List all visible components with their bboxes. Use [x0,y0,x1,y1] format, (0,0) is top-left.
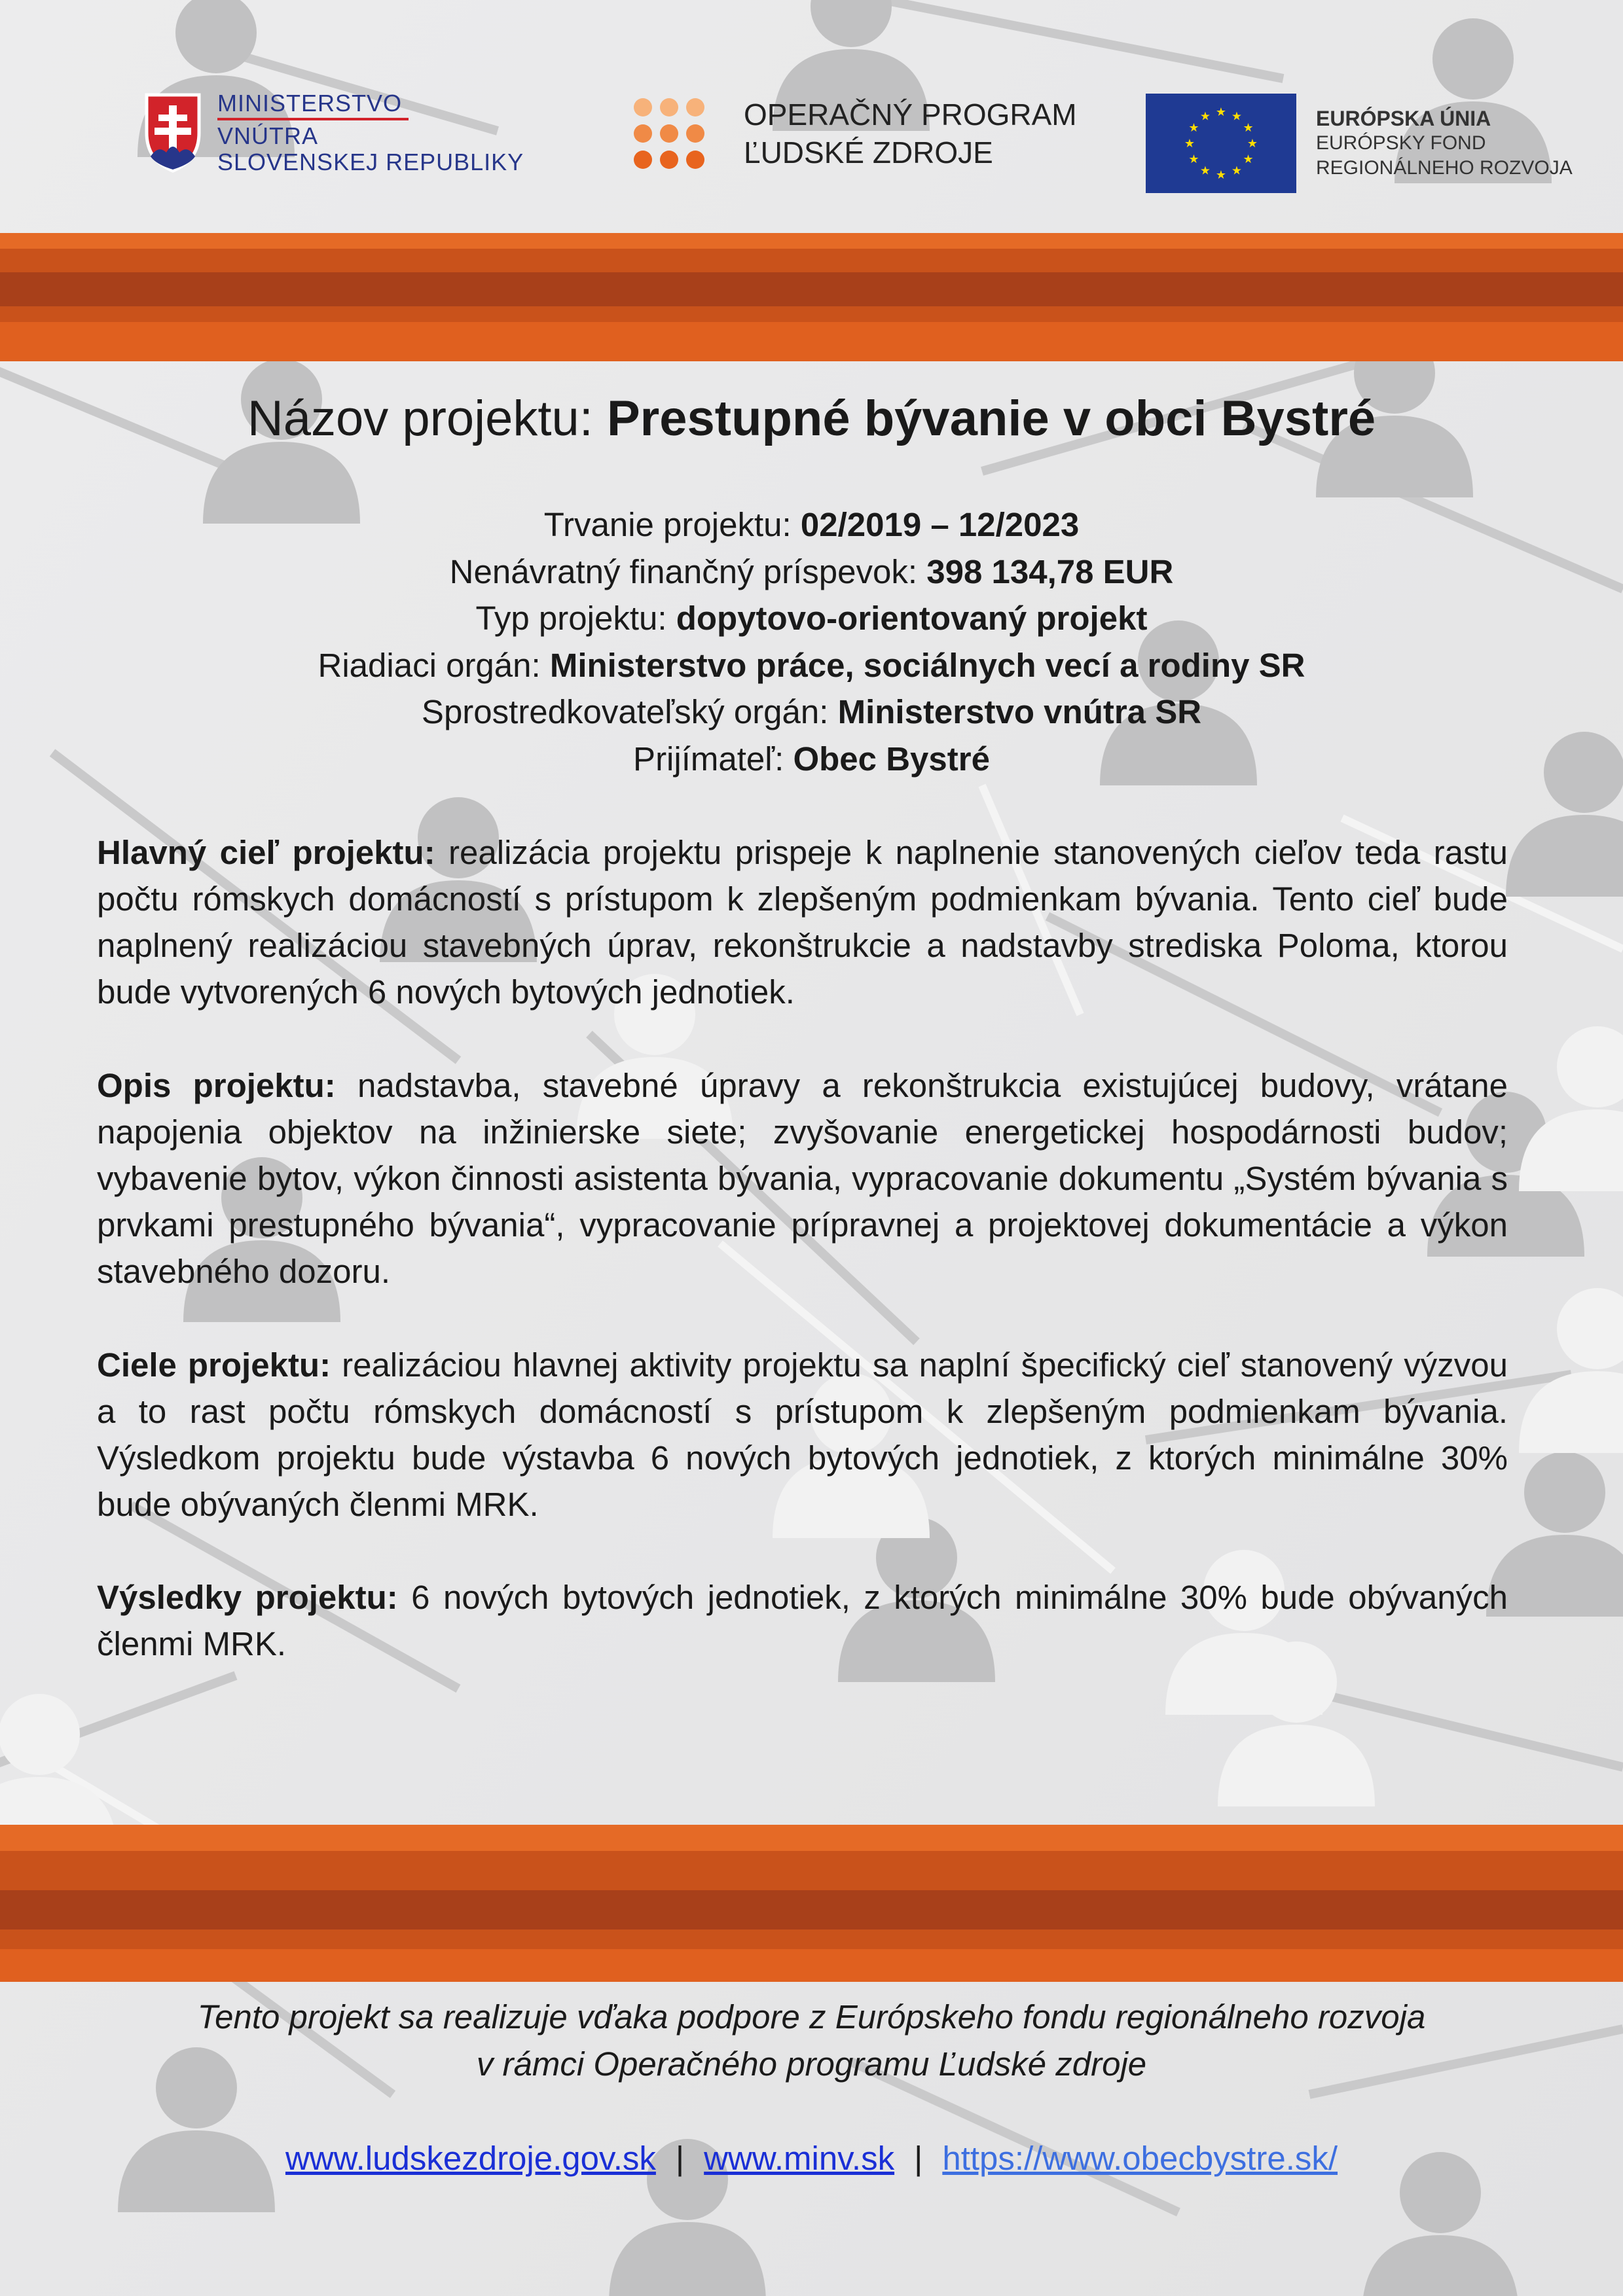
funding-note-line2: v rámci Operačného programu Ľudské zdroje [476,2045,1147,2083]
section-heading: Opis projektu: [97,1067,336,1104]
meta-value: dopytovo-orientovaný projekt [676,600,1148,637]
project-title-label: Názov projektu: [247,391,593,446]
section-text: realizácia projektu prispeje k naplnenie stanovených cieľov teda rastu počtu rómskych domácností s prístupom k zlepšeným podmienkam bývania. Tento cieľ bude naplnený realizáciou stavebných úprav, rekonštrukcie a nadstavby strediska Poloma, ktorou bude vytvorených 6 nových bytových jednotiek. [97,834,1508,1011]
eu-star-icon: ★ [1199,164,1211,177]
footer-links [0,2135,1623,2182]
orange-band-bottom [0,1825,1623,1982]
project-meta [0,501,1623,782]
operational-program-logo [634,96,1077,171]
eu-star-icon: ★ [1247,137,1258,150]
eu-name-line3: REGIONÁLNEHO ROZVOJA [1316,157,1573,179]
section-text: nadstavba, stavebné úpravy a rekonštrukcia existujúcej budovy, vrátane napojenia objektov na inžinierske siete; zvyšovanie energetickej hospodárnosti budov; vybavenie bytov, výkon činnosti asistenta bývania, vypracovanie dokumentu „Systém bývania s prvkami prestupného bývania“, vypracovanie prípravnej a projektovej dokumentácie a výkon stavebného dozoru. [97,1067,1508,1290]
meta-value: 398 134,78 EUR [926,552,1174,590]
link-separator: | [914,2140,923,2177]
eu-star-icon: ★ [1188,121,1199,134]
meta-label: Prijímateľ: [633,740,784,778]
section-main-goal [97,829,1508,1015]
meta-row-intermediate-body [0,689,1623,736]
eu-star-icon: ★ [1188,152,1199,166]
meta-row-duration [0,501,1623,548]
meta-row-grant [0,548,1623,596]
meta-value: Obec Bystré [793,740,990,778]
funding-note [0,1994,1623,2088]
eu-star-icon: ★ [1243,152,1254,166]
meta-row-managing-authority [0,642,1623,689]
eu-star-icon: ★ [1231,109,1243,123]
meta-value: Ministerstvo práce, sociálnych vecí a rodiny SR [549,646,1305,684]
eu-name-line2: EURÓPSKY FOND [1316,132,1486,154]
eu-name-line1: EURÓPSKA ÚNIA [1316,107,1491,130]
ministry-name-line1: MINISTERSTVO [217,90,403,117]
orange-band-top [0,233,1623,361]
eu-flag-icon [1146,94,1296,193]
meta-label: Nenávratný finančný príspevok: [449,552,918,590]
eu-star-icon: ★ [1215,105,1227,118]
meta-label: Trvanie projektu: [543,506,792,543]
eu-star-icon: ★ [1231,164,1243,177]
meta-value: 02/2019 – 12/2023 [800,506,1080,543]
program-name-line1: OPERAČNÝ PROGRAM [744,98,1077,132]
eu-logo [1146,94,1573,193]
dots-grid-icon [634,98,704,169]
meta-row-recipient [0,736,1623,783]
section-text: 6 nových bytových jednotiek, z ktorých minimálne 30% bude obývaných členmi MRK. [97,1579,1508,1662]
link-minv[interactable]: www.minv.sk [704,2140,895,2177]
project-title [0,387,1623,450]
program-name-line2: ĽUDSKÉ ZDROJE [744,135,993,170]
eu-star-icon: ★ [1215,168,1227,181]
section-heading: Výsledky projektu: [97,1579,398,1616]
meta-row-type [0,595,1623,642]
meta-value: Ministerstvo vnútra SR [837,693,1202,730]
meta-label: Riadiaci orgán: [318,646,541,684]
link-separator: | [675,2140,685,2177]
ministry-name-line3: SLOVENSKEJ REPUBLIKY [217,149,524,175]
link-obecbystre[interactable]: https://www.obecbystre.sk/ [942,2140,1338,2177]
ministry-name-line2: VNÚTRA [217,122,319,149]
header [0,0,1623,233]
meta-label: Typ projektu: [475,600,667,637]
slovak-coat-of-arms-icon [144,92,202,173]
eu-star-icon: ★ [1243,121,1254,134]
section-description [97,1062,1508,1295]
meta-label: Sprostredkovateľský orgán: [421,693,829,730]
section-goals [97,1342,1508,1528]
link-ludskezdroje[interactable]: www.ludskezdroje.gov.sk [285,2140,656,2177]
eu-star-icon: ★ [1199,109,1211,123]
eu-star-icon: ★ [1184,137,1195,150]
section-heading: Ciele projektu: [97,1346,331,1384]
ministry-logo [144,90,524,175]
section-text: realizáciou hlavnej aktivity projektu sa naplní špecifický cieľ stanovený výzvou a to rast počtu rómskych domácností s prístupom k zlepšeným podmienkam bývania. Výsledkom projektu bude výstavba 6 nových bytových jednotiek, z ktorých minimálne 30% bude obývaných členmi MRK. [97,1346,1508,1523]
funding-note-line1: Tento projekt sa realizuje vďaka podpore z Európskeho fondu regionálneho rozvoja [197,1998,1426,2036]
section-heading: Hlavný cieľ projektu: [97,834,435,871]
ministry-red-rule [217,118,409,120]
section-results [97,1574,1508,1667]
project-title-value: Prestupné bývanie v obci Bystré [606,391,1376,446]
